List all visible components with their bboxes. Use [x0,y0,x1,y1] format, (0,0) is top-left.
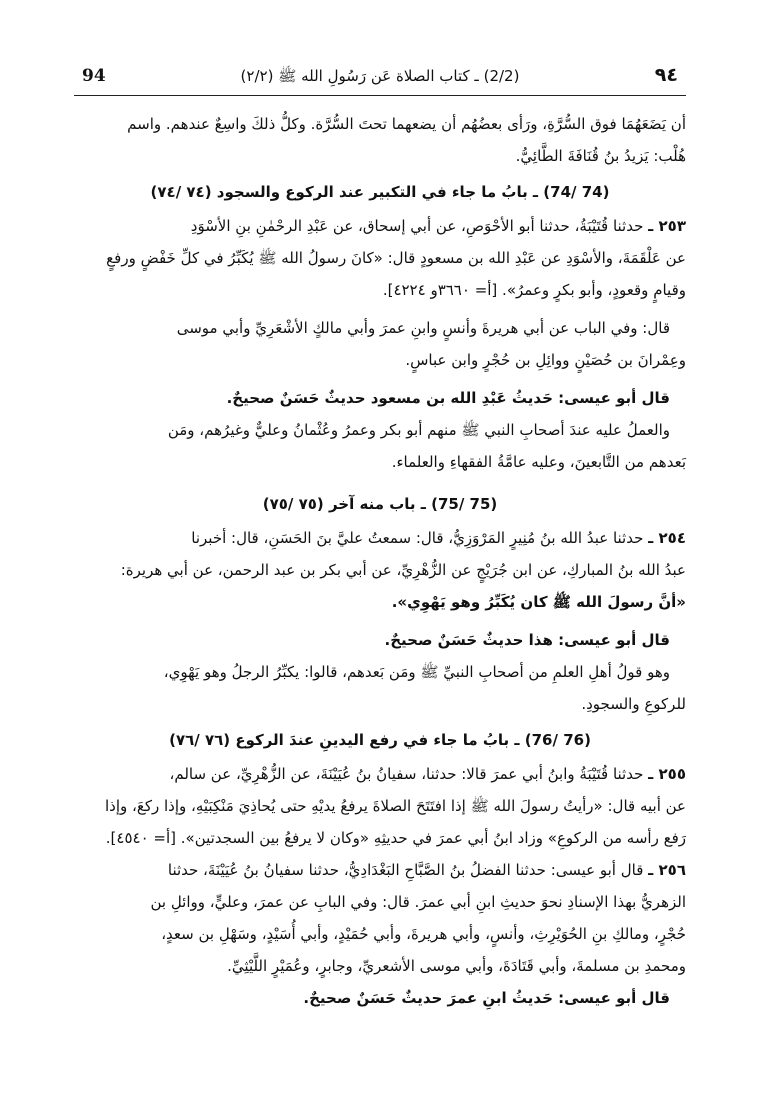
hadith-text: وقيامٍ وقعودٍ، وأبو بكرٍ وعمرُ». [أ= ٣٦٦٠و ٤٢٢٤]. [382,281,686,299]
hadith-text: عن عَلْقَمَةَ، والأسْوَدِ عن عَبْدِ الله بن مسعودٍ قال: «كانَ رسولُ الله ﷺ يُكَبِّرُ في كلِّ خَفْضٍ ورفعٍ [106,249,686,267]
hadith-number: ٢٥٣ ـ [648,217,686,235]
commentary: وعِمْرانَ بن حُصَيْنٍ ووائِلِ بن حُجْرٍ وابن عباسٍ. [405,351,686,369]
hadith-text: عن أبيه قال: «رأيتُ رسولَ الله ﷺ إذا افتَتَحَ الصلاةَ يرفعُ يديْهِ حتى يُحاذِيَ مَنْكِبَيْهِ، وإذا ركعَ، وإذا [104,797,686,815]
grading: قال أبو عيسى: حَديثُ عَبْدِ الله بن مسعود حديثٌ حَسَنٌ صحيحٌ. [226,389,670,407]
hadith-text: الزهريُّ بهذا الإسنادِ نحوَ حديثِ ابنِ أبي عمرَ. قال: وفي البابِ عن عمرَ، وعليٍّ، ووائلِ بن [150,893,686,911]
chapter-heading-74: (74 /74) ـ بابُ ما جاء في التكبير عند الركوع والسجود (٧٤ /٧٤) [150,183,610,201]
intro-line: أن يَضَعَهُمَا فوق السُّرَّةِ، ورَأى بعضُهُم أن يضعهما تحتَ السُّرَّة. وكلُّ ذلكَ واسِعٌ عندهم. واسم [127,115,686,133]
page-header [74,62,686,96]
commentary: والعملُ عليه عندَ أصحابِ النبي ﷺ منهم أبو بكر وعمرُ وعُثْمانُ وعليٌّ وغيرُهم، ومَن [167,421,670,439]
page-number-latin: 94 [82,66,106,86]
commentary: للركوعِ والسجودِ. [581,695,686,713]
hadith-text: حدثنا قُتَيْبَةُ، حدثنا أبو الأحْوَصِ، عن أبي إسحاق، عن عَبْدِ الرحْمٰنِ بنِ الأسْوَدِ [190,217,644,235]
hadith-text: ومحمدِ بن مسلمةَ، وأبي قَتَادَةَ، وأبي موسى الأشعريِّ، وجابرٍ، وعُمَيْرٍ اللَّيْثِيِّ. [227,957,686,975]
hadith-text: قال أبو عيسى: حدثنا الفضلُ بنُ الصَّبَّاحِ البَغْدَادِيُّ، حدثنا سفيانُ بنُ عُيَيْنَةَ، حدثنا [167,861,644,879]
hadith-254 [74,522,686,554]
commentary: وهو قولُ أهلِ العلمِ من أصحابِ النبيِّ ﷺ ومَن بَعدهم، قالوا: يكبِّرُ الرجلُ وهو يَهْوِي، [163,663,670,681]
hadith-text: «أنَّ رسولَ الله ﷺ كان يُكَبِّرُ وهو يَهْوِي». [391,593,686,611]
intro-line: هُلْب: يَزيدُ بنُ قُنَافَةَ الطَّائِيُّ. [515,147,686,165]
running-title: (2/2) ـ كتاب الصلاة عَن رَسُولِ الله ﷺ (٢/٢) [240,67,520,85]
grading: قال أبو عيسى: حَديثُ ابنِ عمرَ حديثٌ حَسَنٌ صحيحٌ. [303,989,670,1007]
hadith-text: حُجْرٍ، ومالكِ بنِ الحُوَيْرِثِ، وأنسٍ، وأبي هريرةَ، وأبي حُمَيْدٍ، وأبي أُسَيْدٍ، وسَهْلِ بن سعدٍ، [161,925,686,943]
header-rule [74,95,686,96]
hadith-text: حدثنا قُتَيْبَةُ وابنُ أبي عمرَ قالا: حدثنا، سفيانُ بنُ عُيَيْنَةَ، عن الزُّهْرِيِّ، عن سالم، [169,765,644,783]
hadith-text: عبدُ الله بنُ المباركِ، عن ابن جُرَيْجٍ عن الزُّهْرِيِّ، عن أبي بكر بن عبد الرحمن، عن أبي هريرة: [120,561,686,579]
hadith-253 [74,210,686,242]
page-body [74,108,686,1014]
hadith-256 [74,854,686,886]
grading: قال أبو عيسى: هذا حديثٌ حَسَنٌ صحيحٌ. [384,631,670,649]
page-number-arabic: ٩٤ [654,64,678,86]
commentary: قال: وفي الباب عن أبي هريرةَ وأنسٍ وابنِ عمرَ وأبي مالكٍ الأشْعَرِيِّ وأبي موسى [176,319,670,337]
hadith-text: رَفع رأسه من الركوعِ» وزاد ابنُ أبي عمرَ في حديثِهِ «وكان لا يرفعُ بين السجدتين». [أ= ٤٥٤٠]. [105,829,686,847]
commentary: بَعدهم من التَّابعينَ، وعليه عامَّةُ الفقهاءِ والعلماء. [391,453,686,471]
hadith-number: ٢٥٥ ـ [648,765,686,783]
hadith-number: ٢٥٤ ـ [648,529,686,547]
chapter-heading-75: (75 /75) ـ باب منه آخر (٧٥ /٧٥) [262,495,498,513]
hadith-255 [74,758,686,790]
hadith-number: ٢٥٦ ـ [648,861,686,879]
hadith-text: حدثنا عبدُ الله بنُ مُنِيرٍ المَرْوَزِيُّ، قال: سمعتُ عليَّ بنَ الحَسَنِ، قال: أخبرنا [191,529,644,547]
chapter-heading-76: (76 /76) ـ بابُ ما جاء في رفع اليدينِ عندَ الركوع (٧٦ /٧٦) [169,731,591,749]
